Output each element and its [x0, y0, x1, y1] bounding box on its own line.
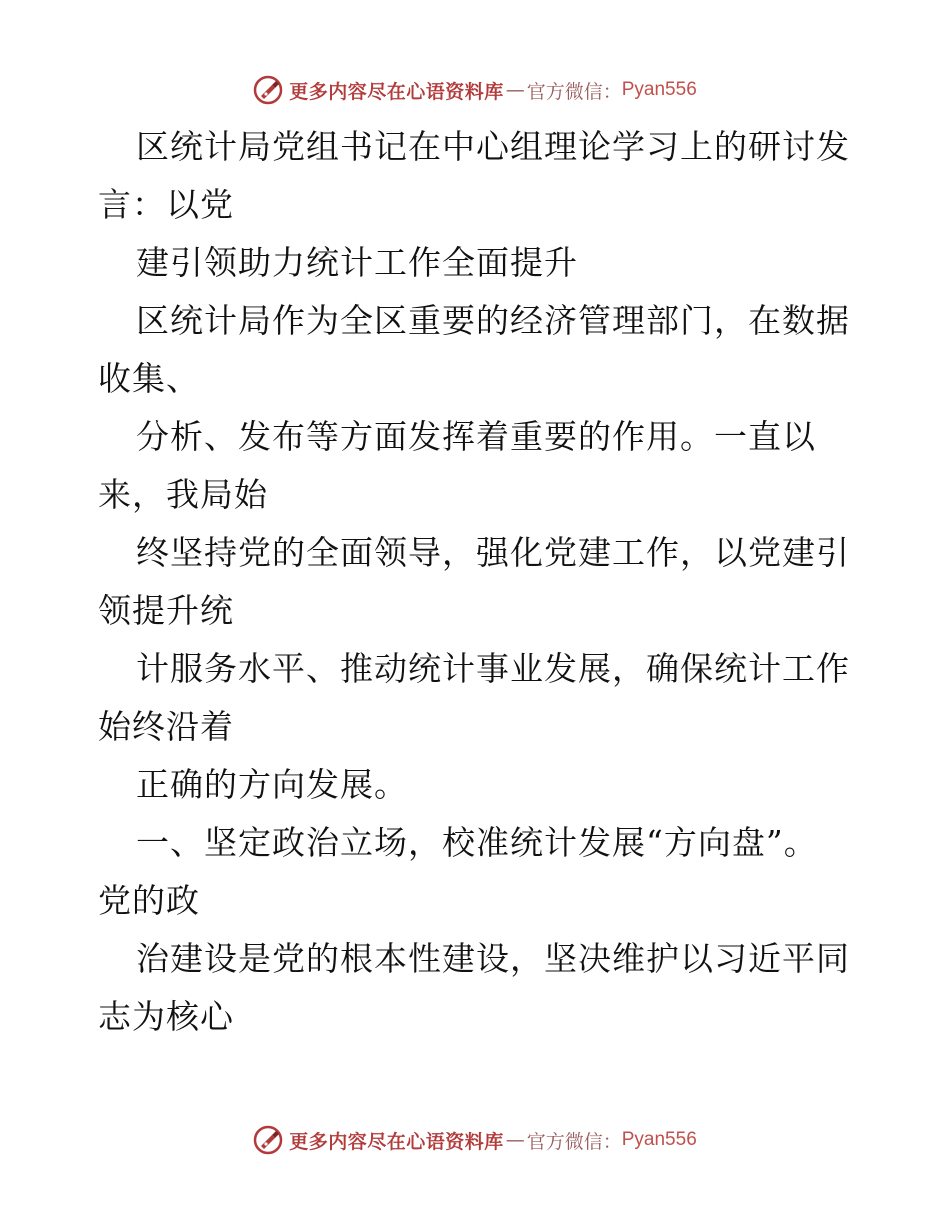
doc-line: 来，我局始 [98, 475, 268, 514]
footer-separator: — [505, 1129, 525, 1151]
footer-brand-text: 更多内容尽在心语资料库 [289, 1130, 504, 1153]
doc-line: 言：以党 [98, 185, 234, 224]
header-brand-text: 更多内容尽在心语资料库 [289, 80, 504, 103]
doc-line: 治建设是党的根本性建设，坚决维护以习近平同 [136, 939, 850, 978]
doc-line: 分析、发布等方面发挥着重要的作用。一直以 [136, 417, 816, 456]
footer-wechat-id: Pyan556 [621, 1129, 697, 1150]
doc-line: 建引领助力统计工作全面提升 [136, 243, 578, 282]
footer-banner [0, 1120, 950, 1160]
header-wechat-id: Pyan556 [621, 79, 697, 100]
header-separator: — [505, 79, 525, 101]
doc-line: 领提升统 [98, 591, 234, 630]
document-body [98, 118, 858, 1046]
doc-line: 始终沿着 [98, 707, 234, 746]
doc-line: 区统计局党组书记在中心组理论学习上的研讨发 [136, 127, 850, 166]
doc-line: 计服务水平、推动统计事业发展，确保统计工作 [136, 649, 850, 688]
pen-nib-logo-icon [253, 75, 283, 105]
doc-line: 志为核心 [98, 997, 234, 1036]
footer-wechat-label: 官方微信： [526, 1130, 622, 1153]
header-wechat-label: 官方微信： [526, 80, 622, 103]
header-banner [0, 70, 950, 110]
doc-line: 一、坚定政治立场，校准统计发展“方向盘”。 [136, 823, 818, 862]
doc-line: 党的政 [98, 881, 200, 920]
pen-nib-logo-icon [253, 1125, 283, 1155]
doc-line: 正确的方向发展。 [136, 765, 408, 804]
doc-line: 收集、 [98, 359, 200, 398]
doc-line: 终坚持党的全面领导，强化党建工作，以党建引 [136, 533, 850, 572]
doc-line: 区统计局作为全区重要的经济管理部门，在数据 [136, 301, 850, 340]
